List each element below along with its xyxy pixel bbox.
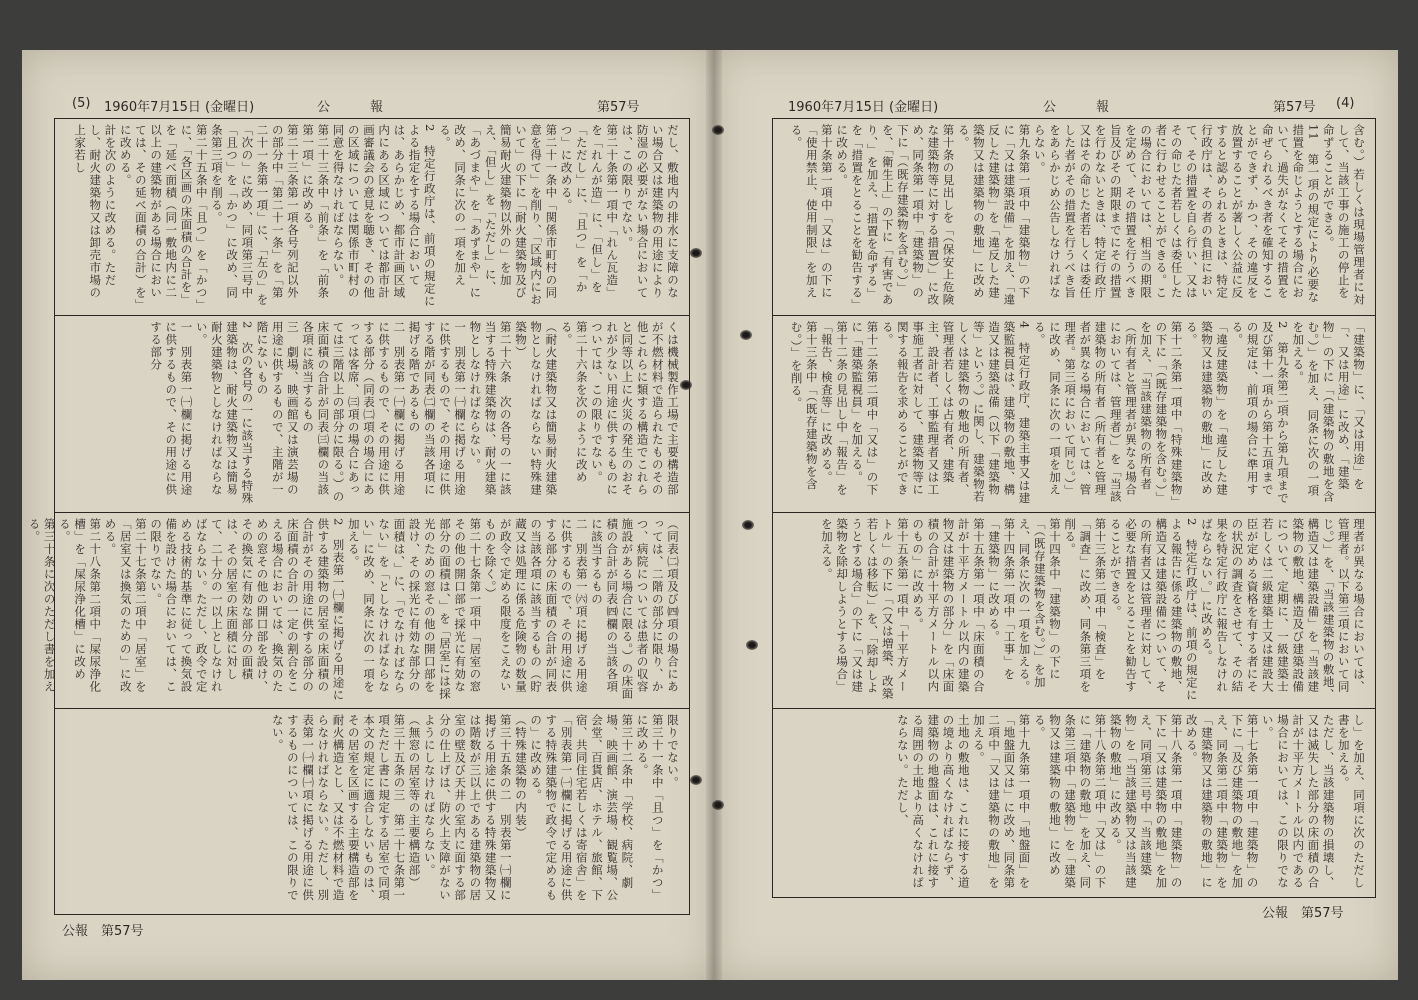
left-header-issue: 第57号 <box>597 100 640 115</box>
binding-hole <box>712 800 724 810</box>
left-divider-1 <box>54 315 690 316</box>
right-divider-1 <box>772 315 1376 316</box>
left-divider-2 <box>54 512 690 513</box>
left-divider-3 <box>54 708 690 709</box>
right-header-issue: 第57号 <box>1273 100 1316 115</box>
right-divider-3 <box>772 708 1376 709</box>
left-header-title: 公報 <box>317 100 424 115</box>
right-header-title: 公報 <box>1043 100 1150 115</box>
right-divider-2 <box>772 512 1376 513</box>
left-footer: 公報 第57号 <box>62 924 144 939</box>
right-column-4: し」を加え、同項に次のただし書を加える。 ただし、当該建築物の損壊し、又は滅失した部分の床面積の合計が十平方メートル以内である場合においては、この限りでない。 第十七条第一項中「建築物」の下に「及び建築物の敷地」を加え、同条第二項中「建築物」を「建築物又は建築物の敷地」に改める。 第十八条第一項中「建築物」の下に「又は建築物の敷地」を加え、同項第三号中「当該建築物」を「当該建築物又は当該建築物の敷地」に改める。 第十八条第二項中「又は」の下に「建築物の敷地」を加え、同条第三項中「建築物」を「建築物又は建築物の敷地」に改める。 第十九条第一項中「地盤面」を「地盤面又は」に改め、同条第二項中「又は建築物の敷地」を加える。 土地の敷地は、これに接する道の境より高くなければならず、建築物の地盤面は、これに接する周囲の土地より高くなければならない。ただし、 <box>895 714 1366 889</box>
left-column-2: くは機械製作工場で主要構造部が不燃材料で造られたものその他これらに類する構造でこれらと同等以上に火災の発生のおそれが少ない用途に供するものについては、この限りでない。 第二十六条を次のように改める。 （耐火建築物又は簡易耐火建築物としなければならない特殊建築物） 第二十六条 次の各号の一に該当する特殊建築物は、耐火建築物としなければならない。 一 別表第一㈠欄に掲げる用途に供するもので、その用途に供する階が同表㈡欄の当該各項に掲げる階であるもの 二 別表第一㈠欄に掲げる用途に供するもので、その用途に供する部分（同表㈡項の場合にあっては客席、㈢項の場合にあっては三階以上の部分に限る。）の床面積の合計が同表㈢欄の当該各項に該当するもの 三 劇場、映画館又は演芸場の用途に供するもので、主階が一階にないもの 2 次の各号の一に該当する特殊建築物は、耐火建築物又は簡易耐火建築物としなければならない。 一 別表第一㈠欄に掲げる用途に供するもので、その用途に供する部分 <box>149 321 680 505</box>
binding-hole <box>690 248 702 258</box>
left-column-4: 限りでない。 第三十一条中「且つ」を「かつ」に改める。 第三十二条中「学校、病院、劇場、映画館、演芸場、観覧場、公会堂、百貨店、ホテル、旅館、下宿、共同住宅若しくは寄宿舎」を「別表第一㈠欄に掲げる用途に供する特殊建築物で政令で定めるもの」に改める。 （特殊建築物の内装） 第三十五条の二 別表第一㈠欄に掲げる用途に供する特殊建築物又は階数が三以上である建築物の居室の壁及び天井の室内に面する部分の仕上げは、防火上支障がないようにしなければならない。 （無窓の居室等の主要構造部） 第三十五条の三 第二十七条第一項ただし書に規定する居室で同項本文の規定に適合しないものは、その居室を区画する主要構造部を耐火構造とし、又は不燃材料で造らなければならない。ただし、別表第一㈠欄㈠項に掲げる用途に供するものについては、この限りでない。 <box>270 714 680 902</box>
right-header <box>788 96 1378 116</box>
binding-hole <box>680 380 692 390</box>
binding-hole <box>690 775 702 785</box>
right-column-1: 含む。）若しくは現場管理者に対して、当該工事の施工の停止を命ずることができる。 11 第一項の規定により必要な措置を命じようとする場合において、過失がなくてその措置を命ぜられるべき者を確知することができず、かつ、その違反を放置することが著しく公益に反すると認められるときは、特定行政庁は、その者の負担において、その措置を自ら行い、又はその命じた者若しくは委任した者に行わせることができる。この場合においては、相当の期限を定めて、その措置を行うべき旨及びその期限までにその措置を行わないときは、特定行政庁又はその命じた者若しくは委任した者がその措置を行うべき旨をあらかじめ公告しなければならない。 第九条第一項中「建築物」の下に「又は建築設備」を加え、「違反した建築物」を「違反した建築物又は建築物の敷地」に改める。 第十条の見出しを「（保安上危険な建築物等に対する措置）」に改め、同条第一項中「建築物」の下に「（既存建築物を含む。）」を、「衛生上」の下に「有害であり、」を加え、「措置を命ずる」を「措置をとることを勧告する」に改める。 第十条第一項中「又は」の下に「使用禁止、使用制限」を加える。 <box>789 124 1366 306</box>
binding-hole <box>740 330 752 340</box>
right-column-3: 理者が異なる場合においては、管理者。以下第三項において同じ。）」を、「当該建築物の敷地、構造又は建築設備」を「当該建築物の敷地、構造及び建築設備について、定期に、一級建築士若しくは二級建築士又は建設大臣が定める資格を有する者にその状況の調査をさせて、その結果を特定行政庁に報告しなければならない。」に改める。 2 特定行政庁は、前項の規定による報告に係る建築物の敷地、構造又は建築設備について、その所有者又は管理者に対して、必要な措置をとることを勧告することができる。 第十三条第二項中「検査」を「調査」に改め、同条第三項を削る。 第十四条中「建築物」の下に「（既存建築物を含む。）」を加え、同条に次の一項を加える。 第十四条第一項中「工事」を「建築物」に改める。 第十五条第一項中「床面積の合計が十平方メートル以内の建築物又は建築物の部分」を「床面積の合計が十平方メートル以内のもの」に改める。 第十五条第一項中「十平方メートル」の下に「（又は増築、改築若しくは移転）」を、「除却しようとする場合」の下に「又は建築物を除却しようとする場合」を加える。 <box>819 518 1366 702</box>
binding-hole <box>746 640 758 650</box>
right-header-date: 1960年7月15日 (金曜日) <box>788 100 939 115</box>
left-header <box>72 96 692 116</box>
center-fold <box>706 50 722 980</box>
binding-hole <box>712 125 724 135</box>
right-page-number: (4) <box>1336 96 1355 111</box>
left-header-date: 1960年7月15日 (金曜日) <box>104 100 255 115</box>
right-column-2: 「建築物」に、「又は用途」を「、又は用途」に改め、「建築物」の下に「（建築物の敷地を含む。）」を加え、同条に次の一項を加える。 2 第九条第二項から第九項まで及び第十一項から第十五項までの規定は、前項の場合に準用する。 「違反建築物」を「違反した建築物又は建築物の敷地」に改める。 第十二条第一項中「特殊建築物」の下に「（既存建築物を含む。）」を加え、「当該建築物の所有者（所有者と管理者が異なる場合においては、管理者）」を「当該建築物の所有者（所有者と管理者が異なる場合においては、管理者。第三項において同じ。）」に改め、同条に次の一項を加える。 4 特定行政庁、建築主事又は建築監視員は、建築物の敷地、構造又は建築設備（以下「建築物等」という。）に関し、建築物若しくは建築物の敷地の所有者、管理者若しくは占有者、建築主、設計者、工事監理者又は工事施工者に対して、建築物等に関する報告を求めることができる。 第十二条第二項中「又は」の下に「建築監視員」を加える。 第十二条の見出し中「報告」を「報告、検査等」に改める。 第十三条中「（既存建築物を含む。）」を削る。 <box>789 321 1366 505</box>
left-column-1: だし、敷地内の排水に支障のない場合又は建築物の用途により防湿の必要がない場合においては、この限りでない。 第二十条第一項中「れん瓦造」を「れんが造」に、「但し」を「ただし」に、「且つ」を「かつ」に改める。 第二十一条中「関係市町村の同意を得て」を削り、「区域内において」の下に「耐火建築物及び簡易耐火建築物以外の」を加え、「但し」を「ただし」に、「あづまや」を「あずまや」に改め、同条に次の一項を加える。 2 特定行政庁は、前項の規定による指定をする場合においては、あらかじめ、都市計画区域内にある区域については都市計画審議会の意見を聴き、その他の区域については関係市町村の同意を得なければならない。 第二十三条中「前条」を「前条第一項」に改める。 第二十三条第一項各号列記以外の部分中「第二十一条」を「第二十一条第一項」に、「左の」を「次の」に改め、同項第三号中「且つ」を「かつ」に改め、同条第三項を削る。 第二十五条中「且つ」を「かつ」に、「各区画の床面積の合計を」を「延べ面積（同一敷地内に二以上の建築物がある場合においては、その延べ面積の合計）を」に改める。 計を次のように改める。ただし、耐火建築物又は卸売市場の上家若し <box>73 124 680 308</box>
binding-hole <box>742 520 754 530</box>
left-column-3: （同表㈡項及び㈣項の場合にあっては、二階の部分に限り、かつ、病院については患者の収容施設がある場合に限る。）の床面積の合計が同表㈣欄の当該各項に該当するもの 二 別表第一㈥項に掲げる用途に供するもので、その用途に供する部分の床面積の合計が同表の当該各項に該当するもの（貯蔵又は処理に係る危険物の数量が政令で定める限度をこえないものを除く。） 第二十七条第一項中「居室の窓その他の開口部で採光に有効な部分の面積は、」を「居室には採光のための窓その他の開口部を設け、その採光に有効な部分の面積は、」に、「でなければならない」を「としなければならない」に改め、同条に次の一項を加える。 2 別表第一㈠欄に掲げる用途に供する建築物の居室の床面積の合計がその用途に供する部分の床面積の合計の一定の割合をこえる場合においては、換気のための窓その他の開口部を設け、その換気に有効な部分の面積は、その居室の床面積に対して、二十分の一以上としなければならない。ただし、政令で定める技術的基準に従って換気設備を設けた場合においては、この限りでない。 第二十七条第二項中「居室」を「居室又は換気のための」に改める。 第二十八条第二項中「屎尿浄化槽」を「屎尿浄化槽」に改める。 第三十条に次のただし書を加える。 <box>27 518 680 702</box>
left-page-number: (5) <box>72 96 91 111</box>
right-footer: 公報 第57号 <box>1262 906 1344 921</box>
